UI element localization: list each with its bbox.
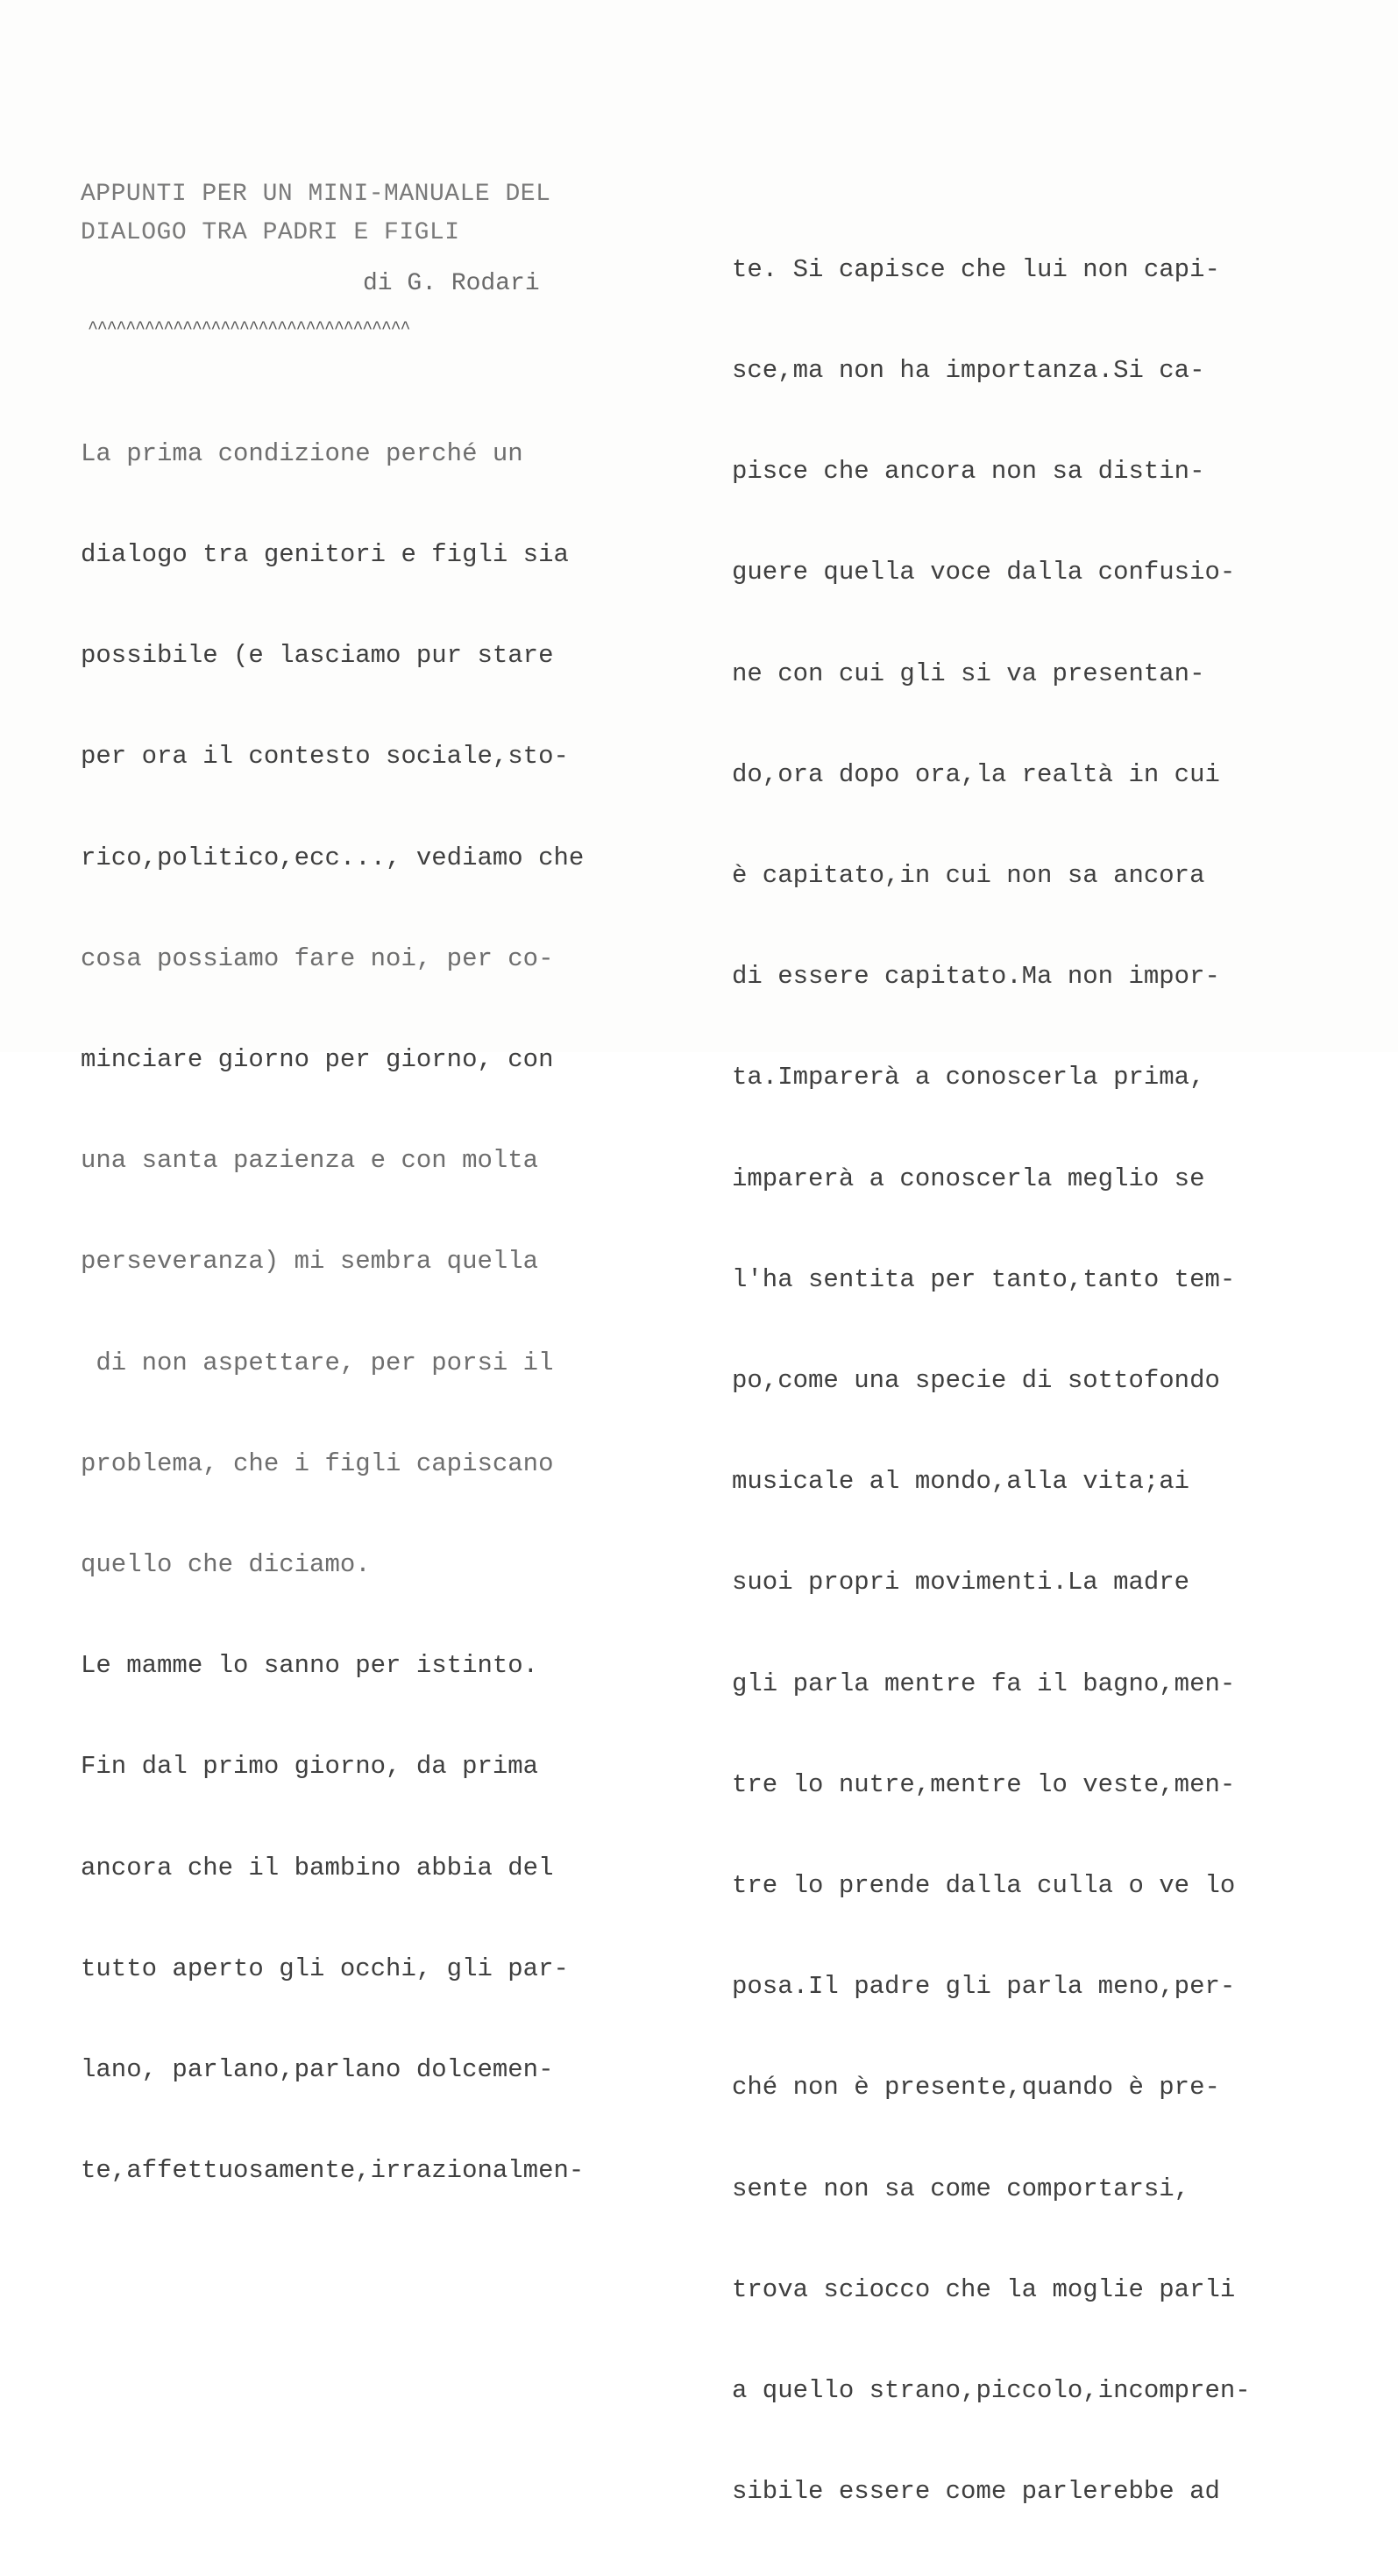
text-line: di non aspettare, per porsi il xyxy=(81,1348,554,1377)
right-column xyxy=(732,186,1345,2576)
text-line: trova sciocco che la moglie parli xyxy=(732,2274,1236,2304)
right-body-text xyxy=(732,186,1345,2576)
text-line: po,come una specie di sottofondo xyxy=(732,1366,1220,1396)
text-line: pisce che ancora non sa distin- xyxy=(732,457,1205,487)
title-line-2: DIALOGO TRA PADRI E FIGLI xyxy=(81,219,460,246)
left-body-text xyxy=(81,370,685,2255)
text-line: perseveranza) mi sembra quella xyxy=(81,1247,539,1277)
text-line: per ora il contesto sociale,sto- xyxy=(81,742,569,772)
text-line: suoi propri movimenti.La madre xyxy=(732,1568,1190,1598)
text-line: imparerà a conoscerla meglio se xyxy=(732,1163,1205,1193)
text-line: problema, che i figli capiscano xyxy=(81,1448,554,1478)
text-line: guere quella voce dalla confusio- xyxy=(732,558,1236,587)
text-line: sibile essere come parlerebbe ad xyxy=(732,2477,1220,2507)
text-line: rico,politico,ecc..., vediamo che xyxy=(81,843,585,872)
author-line: di G. Rodari xyxy=(363,270,540,297)
text-line: posa.Il padre gli parla meno,per- xyxy=(732,1972,1236,2002)
text-line: ancora che il bambino abbia del xyxy=(81,1853,554,1882)
text-line: di essere capitato.Ma non impor- xyxy=(732,962,1220,992)
text-line: sce,ma non ha importanza.Si ca- xyxy=(732,356,1205,386)
text-line: possibile (e lasciamo pur stare xyxy=(81,641,554,671)
text-line: quello che diciamo. xyxy=(81,1550,371,1580)
text-line: te. Si capisce che lui non capi- xyxy=(732,254,1220,284)
caret-separator: ^^^^^^^^^^^^^^^^^^^^^^^^^^^^^^^^^^ xyxy=(88,319,410,339)
text-line: gli parla mentre fa il bagno,men- xyxy=(732,1669,1236,1698)
text-line: tutto aperto gli occhi, gli par- xyxy=(81,1953,569,1983)
text-line: è capitato,in cui non sa ancora xyxy=(732,861,1205,891)
text-line: ta.Imparerà a conoscerla prima, xyxy=(732,1063,1205,1092)
text-line: minciare giorno per giorno, con xyxy=(81,1045,554,1075)
text-line: do,ora dopo ora,la realtà in cui xyxy=(732,759,1220,789)
text-line: tre lo nutre,mentre lo veste,men- xyxy=(732,1769,1236,1799)
text-line: sente non sa come comportarsi, xyxy=(732,2174,1190,2203)
text-line: La prima condizione perché un xyxy=(81,438,523,468)
title-line-1: APPUNTI PER UN MINI-MANUALE DEL xyxy=(81,181,551,208)
text-line: musicale al mondo,alla vita;ai xyxy=(732,1467,1190,1497)
text-line: l'ha sentita per tanto,tanto tem- xyxy=(732,1264,1236,1294)
text-line: ne con cui gli si va presentan- xyxy=(732,658,1205,688)
text-line: a quello strano,piccolo,incompren- xyxy=(732,2376,1251,2406)
text-line: ché non è presente,quando è pre- xyxy=(732,2073,1220,2103)
text-line: una santa pazienza e con molta xyxy=(81,1146,539,1176)
text-line: tre lo prende dalla culla o ve lo xyxy=(732,1871,1236,1901)
left-column xyxy=(81,175,685,2255)
text-line: lano, parlano,parlano dolcemen- xyxy=(81,2055,554,2085)
text-line: Fin dal primo giorno, da prima xyxy=(81,1752,539,1782)
text-line: cosa possiamo fare noi, per co- xyxy=(81,943,554,973)
text-line: Le mamme lo sanno per istinto. xyxy=(81,1651,539,1681)
text-line: te,affettuosamente,irrazionalmen- xyxy=(81,2156,585,2186)
text-line: dialogo tra genitori e figli sia xyxy=(81,540,569,570)
